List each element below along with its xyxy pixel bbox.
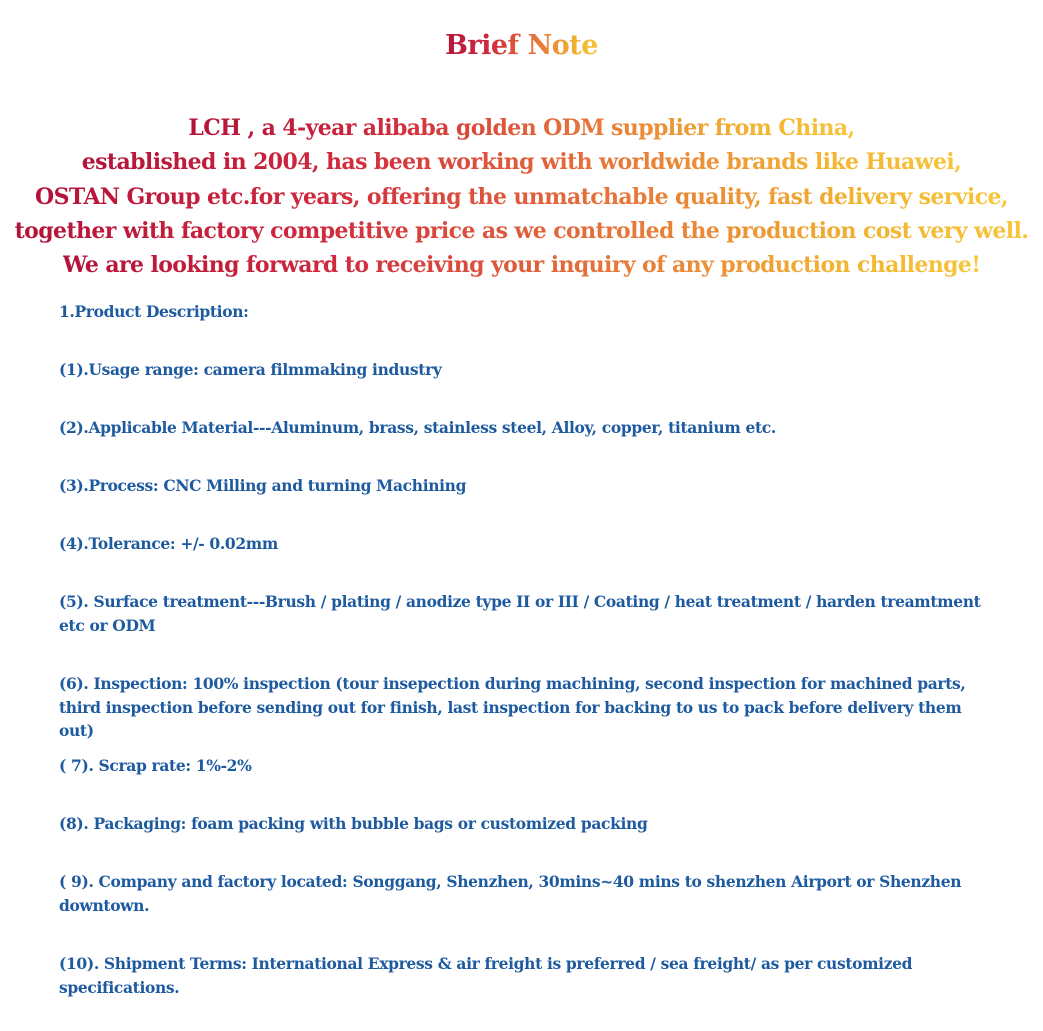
spec-tolerance: (4).Tolerance: +/- 0.02mm [59,534,278,553]
intro-line-text: We are looking forward to receiving your inquiry of any production challenge! [63,248,981,282]
spec-process: (3).Process: CNC Milling and turning Machining [59,476,467,495]
spec-applicable-material: (2).Applicable Material---Aluminum, brass, stainless steel, Alloy, copper, titanium etc. [59,418,776,437]
intro-line [0,214,1043,248]
spec-inspection: (6). Inspection: 100% inspection (tour insepection during machining, second inspection for machined parts, third inspection before sending out for finish, last inspection for backing to us to pack before delivery them out) [59,674,966,740]
intro-line-text: OSTAN Group etc.for years, offering the unmatchable quality, fast delivery service, [35,180,1008,214]
intro-line [0,145,1043,179]
spec-packaging: (8). Packaging: foam packing with bubble bags or customized packing [59,814,648,833]
intro-line-text: established in 2004, has been working with worldwide brands like Huawei, [82,145,962,179]
spec-location: ( 9). Company and factory located: Songgang, Shenzhen, 30mins~40 mins to shenzhen Airport or Shenzhen downtown. [59,872,962,915]
spec-surface-treatment: (5). Surface treatment---Brush / plating / anodize type II or III / Coating / heat treatment / harden treamtment etc or ODM [59,592,981,635]
page-title [0,28,1043,64]
intro-line [0,248,1043,282]
intro-line [0,180,1043,214]
intro-paragraph [0,111,1043,282]
intro-line [0,111,1043,145]
page-title-text: Brief Note [441,28,602,64]
spec-usage-range: (1).Usage range: camera filmmaking industry [59,360,442,379]
intro-line-text: LCH , a 4-year alibaba golden ODM supplier from China, [188,111,854,145]
spec-shipment-terms: (10). Shipment Terms: International Express & air freight is preferred / sea freight/ as per customized specifications. [59,954,913,997]
spec-scrap-rate: ( 7). Scrap rate: 1%-2% [59,756,252,775]
intro-line-text: together with factory competitive price as we controlled the production cost very well. [15,214,1029,248]
product-description-heading: 1.Product Description: [59,302,249,321]
